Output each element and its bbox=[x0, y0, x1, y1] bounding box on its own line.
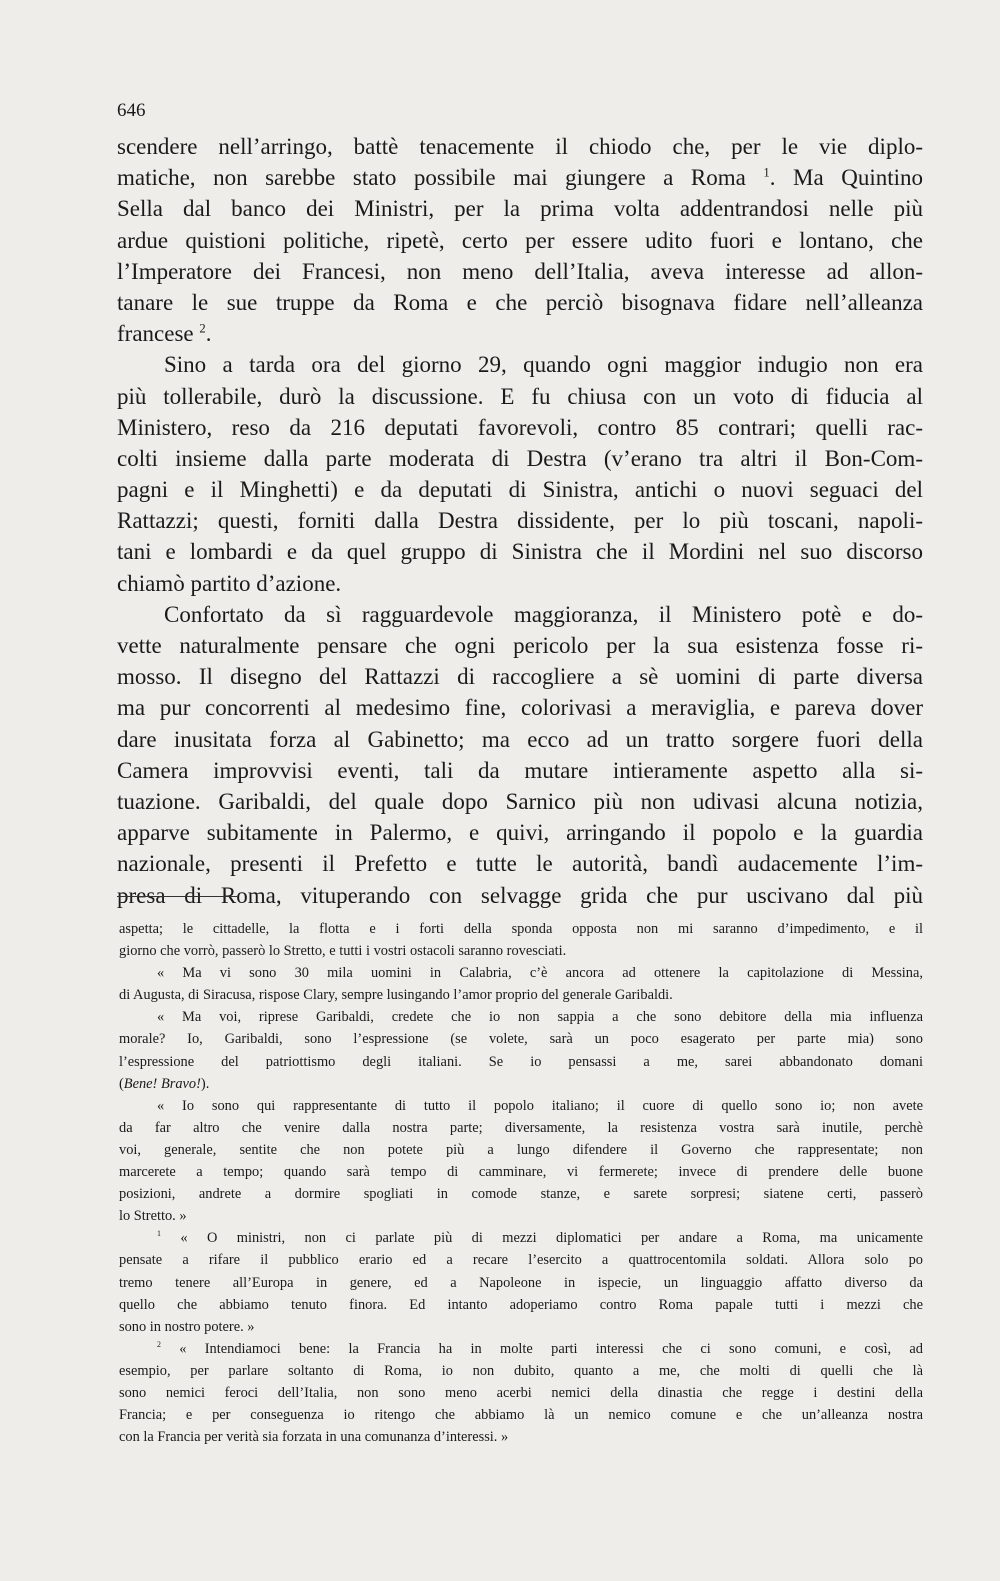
footnote-line-text: ). bbox=[200, 1075, 210, 1092]
text-line bbox=[117, 318, 923, 349]
footnote-line: « Ma vi sono 30 mila uomini in Calabria, c’è ancora ad ottenere la capitolazione di Messina, bbox=[157, 965, 923, 982]
text-line: nazionale, presenti il Prefetto e tutte le autorità, bandì audacemente l’im- bbox=[117, 851, 923, 877]
footnote-line: quello che abbiamo tenuto finora. Ed intanto adoperiamo contro Roma papale tutti i mezzi che bbox=[119, 1296, 923, 1313]
text-line: Confortato da sì ragguardevole maggioranza, il Ministero potè e do- bbox=[164, 601, 923, 627]
footnote-line: tremo tenere all’Europa in genere, ed a Napoleone in ispecie, un linguaggio affatto diverso da bbox=[119, 1274, 923, 1291]
text-line: Camera improvvisi eventi, tali da mutare intieramente aspetto alla si- bbox=[117, 757, 923, 783]
footnote-marker: 1 bbox=[763, 165, 770, 180]
footnote-line: Francia; e per conseguenza io ritengo che abbiamo là un nemico comune e che un’alleanza nostra bbox=[119, 1407, 923, 1424]
text-line: Sella dal banco dei Ministri, per la prima volta addentrandosi nelle più bbox=[117, 196, 923, 222]
footnote-line: « Ma voi, riprese Garibaldi, credete che io non sappia a che sono debitore della mia influenza bbox=[157, 1009, 923, 1026]
footnote-line: marcerete a tempo; quando sarà tempo di camminare, vi fermerete; invece di prendere delle buone bbox=[119, 1164, 923, 1181]
footnote-line bbox=[119, 1073, 923, 1095]
text-line: tuazione. Garibaldi, del quale dopo Sarnico più non udivasi alcuna notizia, bbox=[117, 788, 923, 814]
footnote-line: morale? Io, Garibaldi, sono l’espressione (se volete, sarà un poco esagerato per parte mia) sono bbox=[119, 1031, 923, 1048]
text-line: presa di Roma, vituperando con selvagge grida che pur uscivano dal più bbox=[117, 882, 923, 908]
text-line: più tollerabile, durò la discussione. E fu chiusa con un voto di fiducia al bbox=[117, 383, 923, 409]
footnote-marker: 2 bbox=[199, 321, 206, 336]
footnote-line: esempio, per parlare soltanto di Roma, io non dubito, quanto a me, che molti di quelli che là bbox=[119, 1362, 923, 1379]
text-line: Rattazzi; questi, forniti dalla Destra dissidente, per lo più toscani, napoli- bbox=[117, 508, 923, 534]
footnote-line: con la Francia per verità sia forzata in una comunanza d’interessi. » bbox=[119, 1429, 509, 1446]
footnote-line: « Io sono qui rappresentante di tutto il popolo italiano; il cuore di quello sono io; non avete bbox=[157, 1097, 923, 1114]
text-line: ardue quistioni politiche, ripetè, certo per essere udito fuori e lontano, che bbox=[117, 227, 923, 253]
text-line: dare inusitata forza al Gabinetto; ma ecco ad un tratto sorgere fuori della bbox=[117, 726, 923, 752]
footnote-line: lo Stretto. » bbox=[119, 1208, 187, 1225]
footnote-line: aspetta; le cittadelle, la flotta e i forti della sponda opposta non mi saranno d’impedimento, e il bbox=[119, 921, 923, 937]
footnote-line-text: « O ministri, non ci parlate più di mezzi diplomatici per andare a Roma, ma unicamente bbox=[160, 1230, 923, 1247]
text-line: colti insieme dalla parte moderata di Destra (v’erano tra altri il Bon-Com- bbox=[117, 445, 923, 471]
footnote-line: sono in nostro potere. » bbox=[119, 1318, 255, 1335]
text-line: tanare le sue truppe da Roma e che perciò bisognava fidare nell’alleanza bbox=[117, 289, 923, 315]
footnote-line: giorno che vorrò, passerò lo Stretto, e tutti i vostri ostacoli saranno rovesciati. bbox=[119, 943, 567, 960]
footnote-line: l’espressione del patriottismo degli italiani. Se io pensassi a me, sarei abbandonato domani bbox=[119, 1053, 923, 1070]
text-line-text: matiche, non sarebbe stato possibile mai giungere a Roma bbox=[117, 165, 764, 191]
footnote-line-text: « Intendiamoci bene: la Francia ha in molte parti interessi che ci sono comuni, e così, ad bbox=[160, 1340, 923, 1357]
footnote-marker: 1 bbox=[157, 1229, 161, 1239]
text-line-text: francese bbox=[117, 321, 200, 347]
text-line-text: . Ma Quintino bbox=[769, 165, 923, 191]
text-line: scendere nell’arringo, battè tenacemente il chiodo che, per le vie diplo- bbox=[117, 134, 923, 159]
footnote-marker: 2 bbox=[157, 1339, 161, 1349]
footnote-line: posizioni, andrete a dormire spogliati in comode stanze, e sarete sorpresi; siatene certi, passerò bbox=[119, 1186, 923, 1203]
footnote-line-italic: Bene! Bravo! bbox=[123, 1075, 201, 1092]
main-text bbox=[117, 131, 923, 911]
footnote-line: da far altro che venire dalla nostra parte; diversamente, la resistenza vostra sarà inutile, perchè bbox=[119, 1119, 923, 1136]
footnote-line: sono nemici feroci dell’Italia, non sono meno acerbi nemici della dinastia che regge i destini della bbox=[119, 1384, 923, 1401]
footnote-line: pensate a rifare il pubblico erario ed a recare l’esercito a quattrocentomila soldati. Allora solo po bbox=[119, 1252, 923, 1269]
text-line: chiamò partito d’azione. bbox=[117, 570, 342, 596]
text-line bbox=[117, 162, 923, 193]
text-line: ma pur concorrenti al medesimo fine, colorivasi a meraviglia, e pareva dover bbox=[117, 695, 923, 721]
text-line-text: . bbox=[205, 321, 212, 347]
text-line: mosso. Il disegno del Rattazzi di raccogliere a sè uomini di parte diversa bbox=[117, 664, 923, 690]
text-line: Sino a tarda ora del giorno 29, quando ogni maggior indugio non era bbox=[164, 352, 923, 378]
footnotes bbox=[119, 918, 923, 1448]
text-line: l’Imperatore dei Francesi, non meno dell’Italia, aveva interesse ad allon- bbox=[117, 258, 923, 284]
text-line: apparve subitamente in Palermo, e quivi, arringando il popolo e la guardia bbox=[117, 820, 923, 846]
text-line: Ministero, reso da 216 deputati favorevoli, contro 85 contrari; quelli rac- bbox=[117, 414, 923, 440]
footnote-line bbox=[119, 1338, 923, 1360]
text-line: tani e lombardi e da quel gruppo di Sinistra che il Mordini nel suo discorso bbox=[117, 539, 923, 565]
footnote-line-text: ( bbox=[119, 1075, 124, 1092]
text-line: pagni e il Minghetti) e da deputati di Sinistra, antichi o nuovi seguaci del bbox=[117, 477, 923, 503]
footnote-line bbox=[119, 1227, 923, 1249]
page-number: 646 bbox=[117, 100, 146, 121]
text-line: vette naturalmente pensare che ogni pericolo per la sua esistenza fosse ri- bbox=[117, 633, 923, 658]
footnote-separator bbox=[117, 896, 237, 897]
footnote-line: di Augusta, di Siracusa, rispose Clary, sempre lusingando l’amor proprio del generale Garibaldi. bbox=[119, 987, 673, 1004]
footnote-line: voi, generale, sentite che non potete più a lungo difendere il Governo che rappresentate; non bbox=[119, 1141, 923, 1158]
